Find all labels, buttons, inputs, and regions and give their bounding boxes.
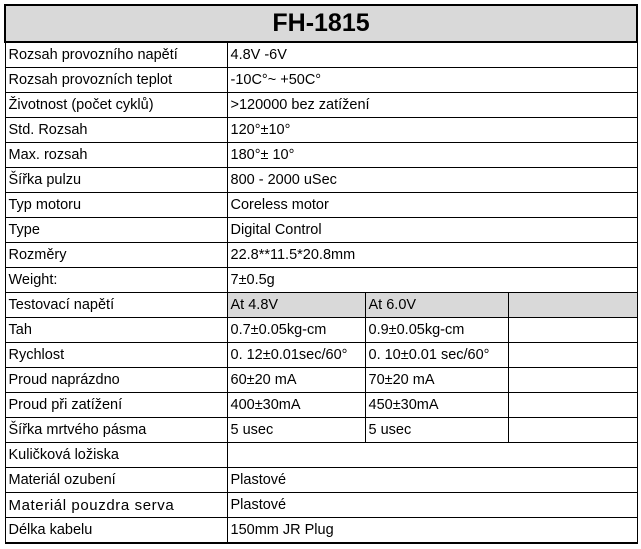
test-value-6-0v: 0. 10±0.01 sec/60° (365, 343, 508, 368)
test-value-4-8v: 0.7±0.05kg-cm (227, 318, 365, 343)
spec-value: Plastové (227, 468, 637, 493)
test-value-4-8v: 400±30mA (227, 393, 365, 418)
spec-row (5, 268, 637, 293)
test-label: Proud naprázdno (5, 368, 227, 393)
spec-value: 800 - 2000 uSec (227, 168, 637, 193)
test-value-4-8v: 0. 12±0.01sec/60° (227, 343, 365, 368)
test-label: Proud při zatížení (5, 393, 227, 418)
empty-cell (508, 418, 637, 443)
spec-label: Kuličková ložiska (5, 443, 227, 468)
spec-value: 120°±10° (227, 118, 637, 143)
spec-label: Type (5, 218, 227, 243)
spec-label: Délka kabelu (5, 518, 227, 544)
table-title: FH-1815 (5, 5, 637, 42)
spec-value: 4.8V -6V (227, 42, 637, 68)
spec-label: Materiál ozubení (5, 468, 227, 493)
empty-cell (508, 393, 637, 418)
spec-row (5, 518, 637, 544)
test-row (5, 393, 637, 418)
spec-value: -10C°~ +50C° (227, 68, 637, 93)
spec-label: Max. rozsah (5, 143, 227, 168)
spec-label: Std. Rozsah (5, 118, 227, 143)
spec-value: 180°± 10° (227, 143, 637, 168)
spec-label: Rozsah provozního napětí (5, 42, 227, 68)
test-row (5, 368, 637, 393)
spec-row (5, 118, 637, 143)
spec-label: Životnost (počet cyklů) (5, 93, 227, 118)
spec-value: Digital Control (227, 218, 637, 243)
spec-value: >120000 bez zatížení (227, 93, 637, 118)
spec-label: Typ motoru (5, 193, 227, 218)
spec-row (5, 468, 637, 493)
test-label: Tah (5, 318, 227, 343)
spec-value: Plastové (227, 493, 637, 518)
test-value-6-0v: 0.9±0.05kg-cm (365, 318, 508, 343)
title-row (5, 5, 637, 42)
test-label: Šířka mrtvého pásma (5, 418, 227, 443)
spec-label: Šířka pulzu (5, 168, 227, 193)
spec-label: Weight: (5, 268, 227, 293)
test-value-4-8v: At 4.8V (227, 293, 365, 318)
test-value-6-0v: 5 usec (365, 418, 508, 443)
spec-value: 7±0.5g (227, 268, 637, 293)
spec-table (4, 4, 638, 544)
spec-row (5, 168, 637, 193)
spec-label: Materiál pouzdra serva (5, 493, 227, 518)
test-row (5, 343, 637, 368)
spec-row (5, 493, 637, 518)
spec-value: 150mm JR Plug (227, 518, 637, 544)
spec-row (5, 443, 637, 468)
test-row (5, 418, 637, 443)
spec-row (5, 218, 637, 243)
test-value-4-8v: 5 usec (227, 418, 365, 443)
test-label: Rychlost (5, 343, 227, 368)
spec-row (5, 193, 637, 218)
test-value-6-0v: 450±30mA (365, 393, 508, 418)
test-voltage-row (5, 293, 637, 318)
test-value-6-0v: At 6.0V (365, 293, 508, 318)
empty-cell (508, 318, 637, 343)
test-label: Testovací napětí (5, 293, 227, 318)
spec-row (5, 143, 637, 168)
spec-row (5, 68, 637, 93)
spec-row (5, 42, 637, 68)
empty-cell (508, 293, 637, 318)
spec-label: Rozměry (5, 243, 227, 268)
spec-value: 22.8**11.5*20.8mm (227, 243, 637, 268)
test-value-6-0v: 70±20 mA (365, 368, 508, 393)
spec-row (5, 93, 637, 118)
empty-cell (508, 368, 637, 393)
spec-value: Coreless motor (227, 193, 637, 218)
spec-value (227, 443, 637, 468)
empty-cell (508, 343, 637, 368)
spec-row (5, 243, 637, 268)
test-row (5, 318, 637, 343)
test-value-4-8v: 60±20 mA (227, 368, 365, 393)
spec-label: Rozsah provozních teplot (5, 68, 227, 93)
